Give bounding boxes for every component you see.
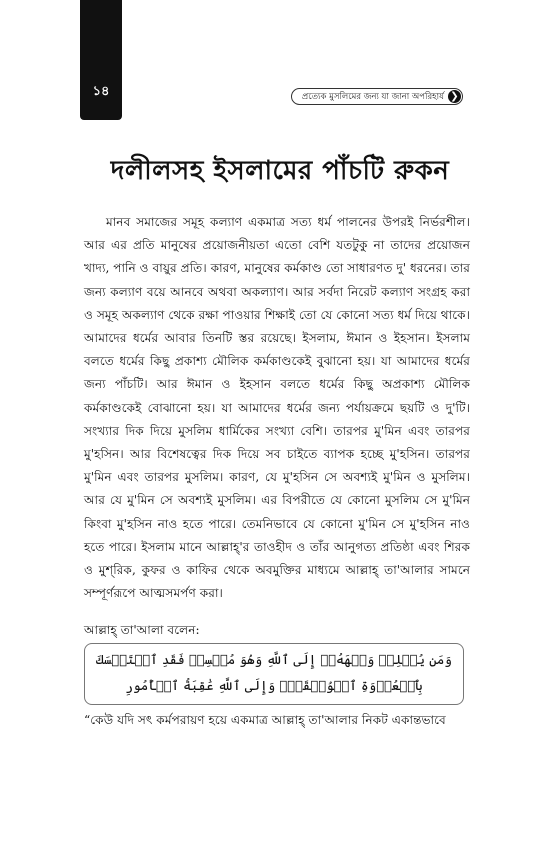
body-text [84,211,470,605]
body-paragraph: মানব সমাজের সমূহ কল্যাণ একমাত্র সত্য ধর্ম পালনের উপরই নির্ভরশীল। আর এর প্রতি মানুষের প্রয়োজনীয়তা এতো বেশি যতটুকু না তাদের প্রয়োজন খাদ্য, পানি ও বায়ুর প্রতি। কারণ, মানুষের কর্মকাণ্ড তো সাধারণত দু' ধরনের। তার জন্য কল্যাণ বয়ে আনবে অথবা অকল্যাণ। আর সর্বদা নিরেট কল্যাণ সংগ্রহ করা ও সমূহ অকল্যাণ থেকে রক্ষা পাওয়ার শিক্ষাই তো যে কোনো সত্য ধর্ম দিয়ে থাকে। আমাদের ধর্মের আবার তিনটি স্তর রয়েছে। ইসলাম, ঈমান ও ইহসান। ইসলাম বলতে ধর্মের কিছু প্রকাশ্য মৌলিক কর্মকাণ্ডকেই বুঝানো হয়। যা আমাদের ধর্মের জন্য পাঁচটি। আর ঈমান ও ইহসান বলতে ধর্মের কিছু অপ্রকাশ্য মৌলিক কর্মকাণ্ডকেই বোঝানো হয়। যা আমাদের ধর্মের জন্য পর্যায়ক্রমে ছয়টি ও দু'টি। সংখ্যার দিক দিয়ে মুসলিম ধার্মিকের সংখ্যা বেশি। তারপর মু'মিন এবং তারপর মু'হসিন। আর বিশেষত্বের দিক দিয়ে সব চাইতে ব্যাপক হচ্ছে মু'হসিন। তারপর মু'মিন এবং তারপর মুসলিম। কারণ, যে মু'হসিন সে অবশ্যই মু'মিন ও মুসলিম। আর যে মু'মিন সে অবশ্যই মুসলিম। এর বিপরীতে যে কোনো মুসলিম সে মু'মিন কিংবা মু'হসিন নাও হতে পারে। তেমনিভাবে যে কোনো মু'মিন সে মু'হসিন নাও হতে পারে। ইসলাম মানে আল্লাহ্'র তাওহীদ ও তাঁর আনুগত্য প্রতিষ্ঠা এবং শিরক ও মুশ্‌রিক, কুফর ও কাফির থেকে অবমুক্তির মাধ্যমে আল্লাহ্ তা'আলার সামনে সম্পূর্ণরূপে আত্মসমর্পণ করা। [84,215,470,601]
chapter-title: দলীলসহ ইসলামের পাঁচটি রুকন [110,156,450,186]
quran-verse-box [84,643,464,705]
running-header [291,88,463,105]
page-number: ১৪ [92,84,110,99]
verse-translation: “কেউ যদি সৎ কর্মপরায়ণ হয়ে একমাত্র আল্লাহ্ তা'আলার নিকট একান্তভাবে [84,713,446,727]
running-header-text: প্রত্যেক মুসলিমের জন্য যা জানা অপরিহার্য [301,91,444,102]
quote-intro: আল্লাহ্ তা'আলা বলেন: [84,623,200,637]
chevron-right-circle-icon: ❯ [448,90,461,103]
quran-verse-arabic: وَمَن يُسۡلِمۡ وَجۡهَهُۥٓ إِلَى ٱللَّهِ وَهُوَ مُحۡسِنٞ فَقَدِ ٱسۡتَمۡسَكَ بِٱلۡعُرۡوَةِ ٱلۡوُثۡقَىٰۗ وَإِلَى ٱللَّهِ عَٰقِبَةُ ٱلۡأُمُورِ [96,653,452,694]
